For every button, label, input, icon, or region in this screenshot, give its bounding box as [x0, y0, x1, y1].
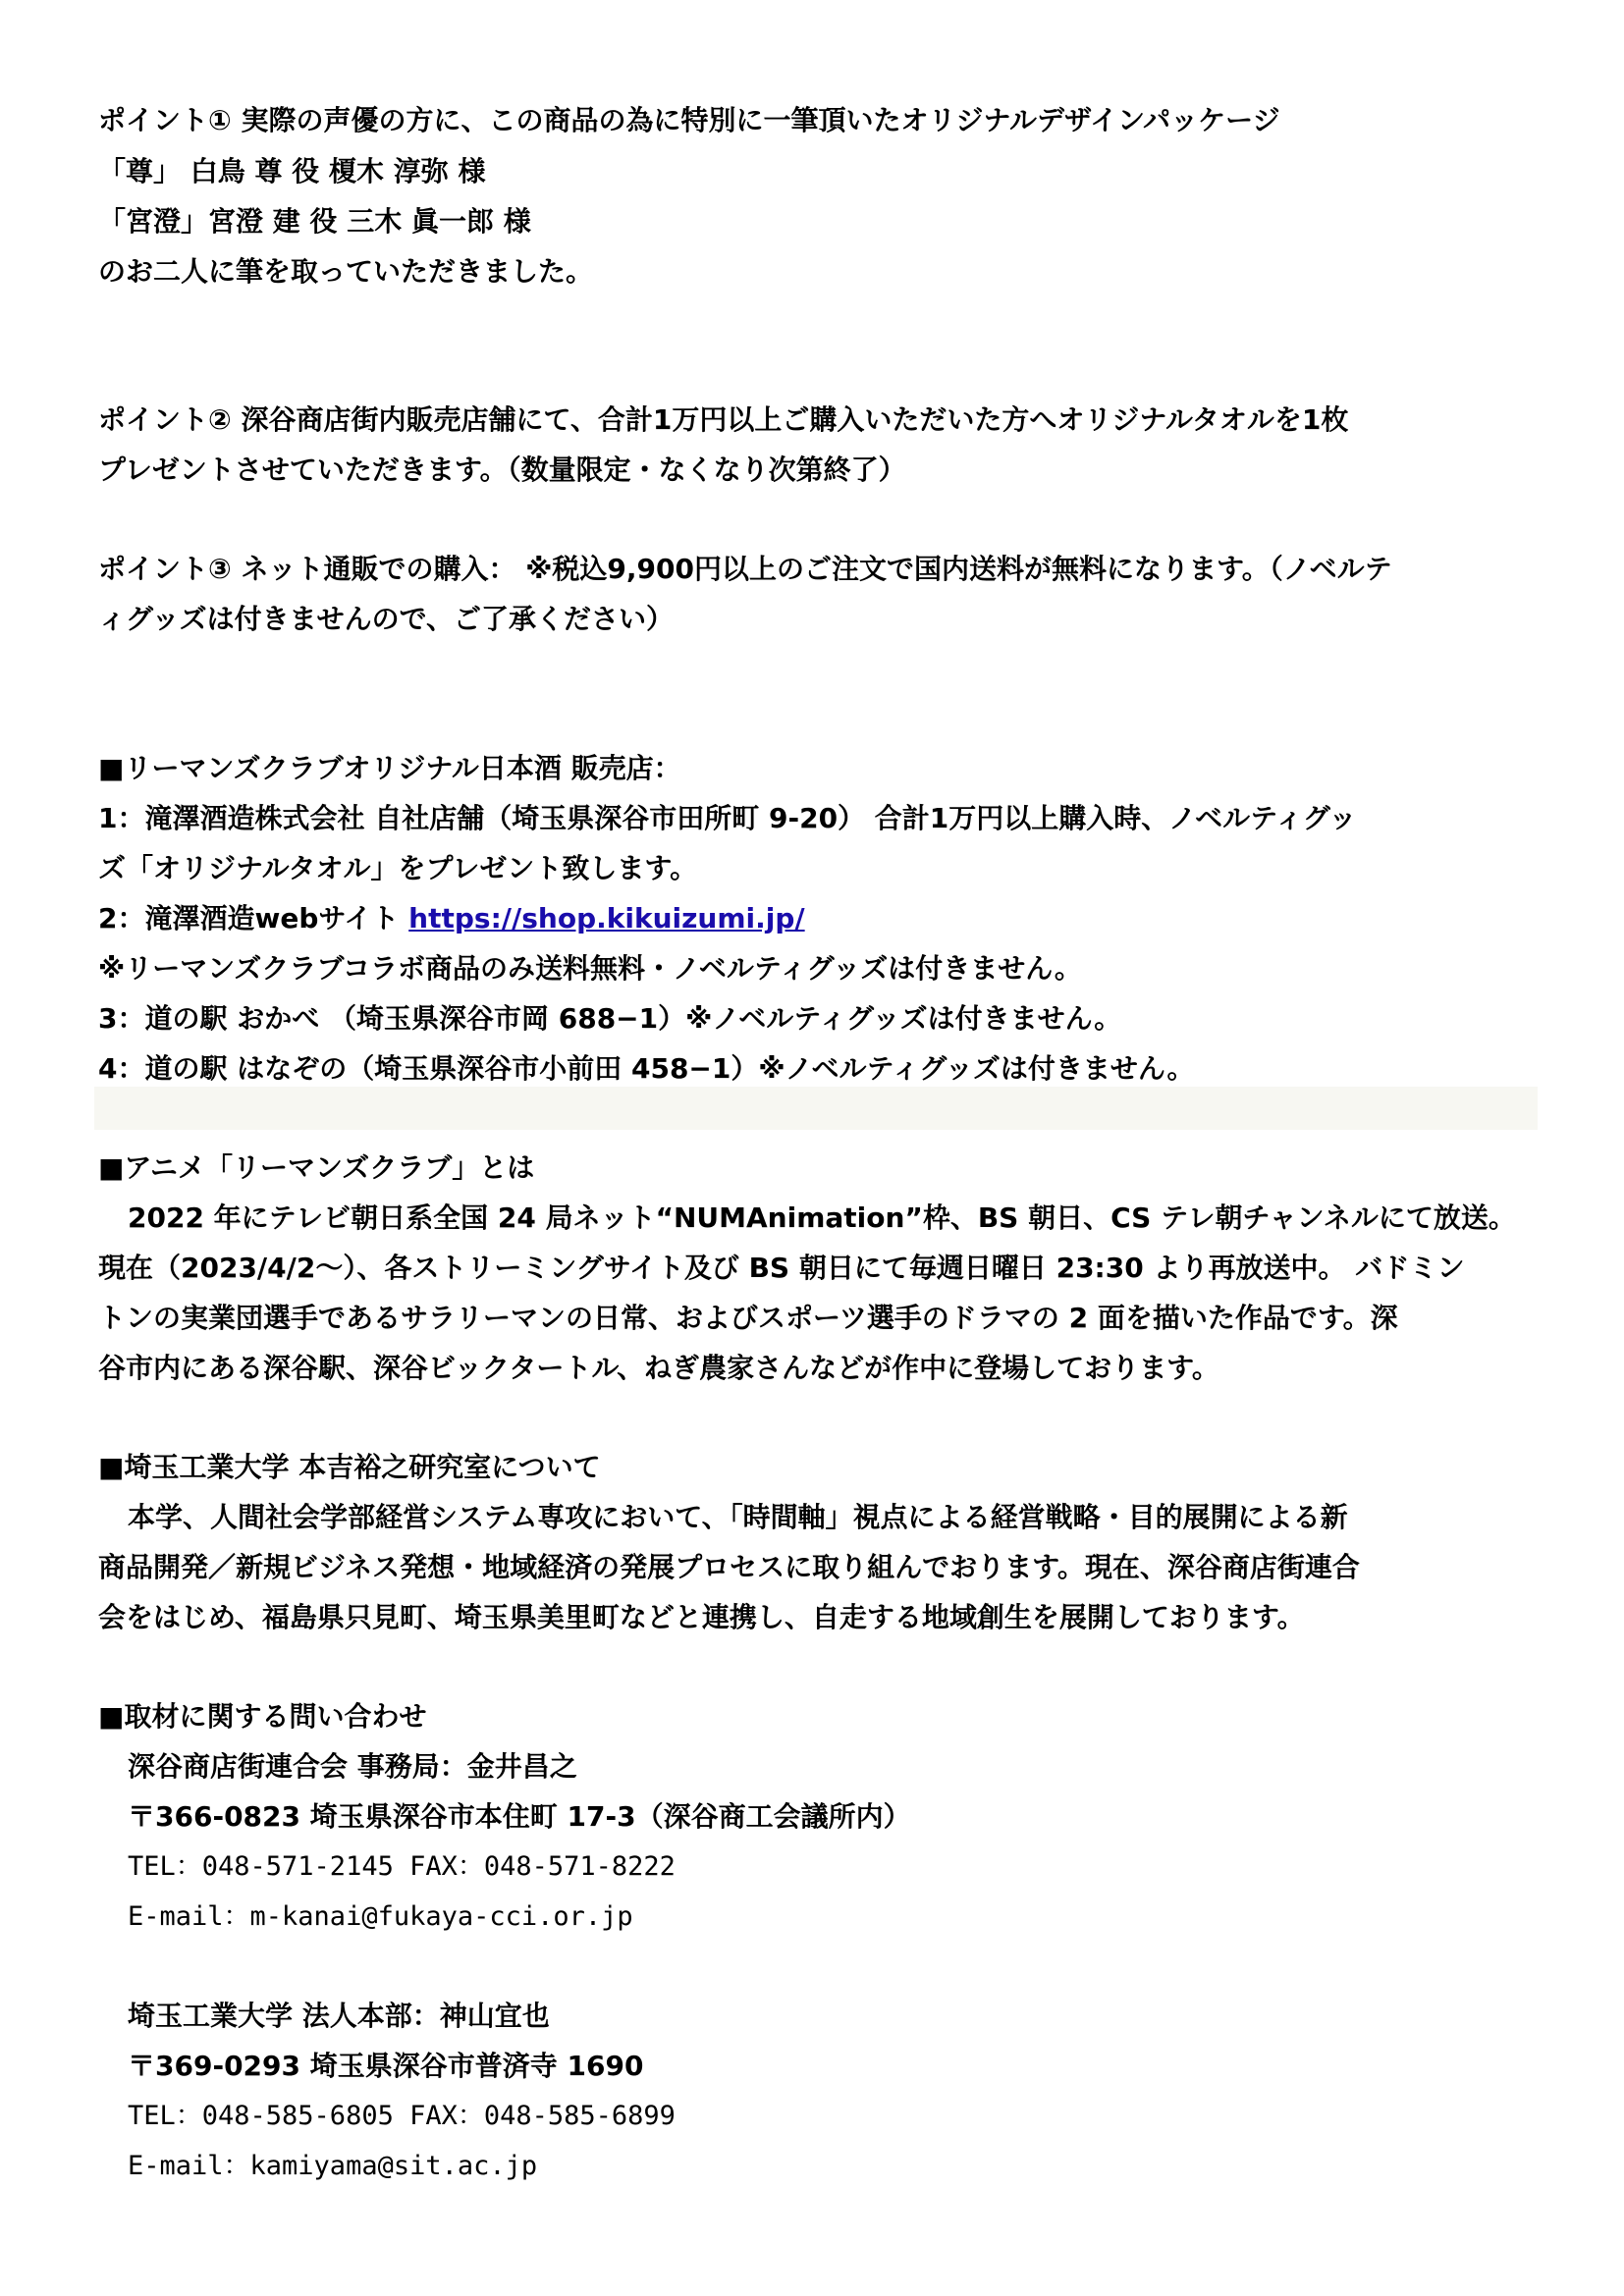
- store-1-line-2: ズ「オリジナルタオル」をプレゼント致します。: [98, 852, 698, 884]
- anime-line-3: トンの実業団選手であるサラリーマンの日常、およびスポーツ選手のドラマの 2 面を描いた作品です。深: [98, 1302, 1398, 1334]
- contact-1-org: 深谷商店街連合会 事務局：金井昌之: [128, 1750, 577, 1783]
- anime-line-4: 谷市内にある深谷駅、深谷ビックタートル、ねぎ農家さんなどが作中に登場しております。: [98, 1352, 1219, 1384]
- point-2-line-1: ポイント② 深谷商店街内販売店舗にて、合計1万円以上ご購入いただいた方へオリジナルタオルを1枚: [98, 403, 1349, 436]
- contact-2-address: 〒369-0293 埼玉県深谷市普済寺 1690: [128, 2050, 644, 2082]
- lab-line-3: 会をはじめ、福島県只見町、埼玉県美里町などと連携し、自走する地域創生を展開しております。: [98, 1601, 1305, 1633]
- lab-line-2: 商品開発／新規ビジネス発想・地域経済の発展プロセスに取り組んでおります。現在、深谷商店街連合: [98, 1551, 1360, 1583]
- store-3-line: 3：道の駅 おかべ （埼玉県深谷市岡 688−1）※ノベルティグッズは付きません。: [98, 1002, 1122, 1035]
- contact-1-tel-fax: TEL：048-571-2145 FAX：048-571-8222: [128, 1851, 676, 1882]
- point-1-line-3: 「宮澄」宮澄 建 役 三木 眞一郎 様: [98, 205, 531, 238]
- contact-2-email[interactable]: E-mail：kamiyama@sit.ac.jp: [128, 2151, 538, 2181]
- shaded-band: [94, 1087, 1538, 1130]
- contact-2-org: 埼玉工業大学 法人本部：神山宜也: [128, 2000, 550, 2032]
- contact-1-address: 〒366-0823 埼玉県深谷市本住町 17-3（深谷商工会議所内）: [128, 1800, 911, 1833]
- store-4-line: 4：道の駅 はなぞの（埼玉県深谷市小前田 458−1）※ノベルティグッズは付きません。: [98, 1052, 1195, 1085]
- point-3-line-1: ポイント③ ネット通販での購入： ※税込9,900円以上のご注文で国内送料が無料になります。（ノベルテ: [98, 553, 1392, 585]
- point-3-line-2: ィグッズは付きませんので、ご了承ください）: [98, 603, 675, 635]
- contact-heading: ■取材に関する問い合わせ: [98, 1700, 427, 1733]
- point-1-line-1: ポイント① 実際の声優の方に、この商品の為に特別に一筆頂いたオリジナルデザインパッケージ: [98, 104, 1280, 136]
- point-1-line-2: 「尊」 白鳥 尊 役 榎木 淳弥 様: [98, 155, 486, 187]
- store-website-link[interactable]: https://shop.kikuizumi.jp/: [408, 902, 805, 934]
- store-2-label: 2：滝澤酒造webサイト: [98, 902, 409, 934]
- anime-line-2: 現在（2023/4/2～）、各ストリーミングサイト及び BS 朝日にて毎週日曜日 23:30 より再放送中。 バドミン: [98, 1252, 1465, 1284]
- contact-1-email[interactable]: E-mail：m-kanai@fukaya-cci.or.jp: [128, 1901, 633, 1932]
- store-2-note: ※リーマンズクラブコラボ商品のみ送料無料・ノベルティグッズは付きません。: [98, 952, 1082, 985]
- stores-heading: ■リーマンズクラブオリジナル日本酒 販売店：: [98, 752, 681, 784]
- point-2-line-2: プレゼントさせていただきます。（数量限定・なくなり次第終了）: [98, 454, 906, 486]
- anime-heading: ■アニメ「リーマンズクラブ」とは: [98, 1151, 535, 1184]
- point-1-line-4: のお二人に筆を取っていただきました。: [98, 255, 594, 288]
- lab-heading: ■埼玉工業大学 本吉裕之研究室について: [98, 1451, 601, 1483]
- store-2-line: [98, 899, 805, 938]
- anime-line-1: 2022 年にテレビ朝日系全国 24 局ネット“NUMAnimation”枠、BS 朝日、CS テレ朝チャンネルにて放送。: [128, 1201, 1516, 1234]
- lab-line-1: 本学、人間社会学部経営システム専攻において、「時間軸」視点による経営戦略・目的展開による新: [128, 1501, 1348, 1533]
- store-1-line-1: 1：滝澤酒造株式会社 自社店舗（埼玉県深谷市田所町 9-20） 合計1万円以上購入時、ノベルティグッ: [98, 802, 1357, 834]
- contact-2-tel-fax: TEL：048-585-6805 FAX：048-585-6899: [128, 2101, 676, 2131]
